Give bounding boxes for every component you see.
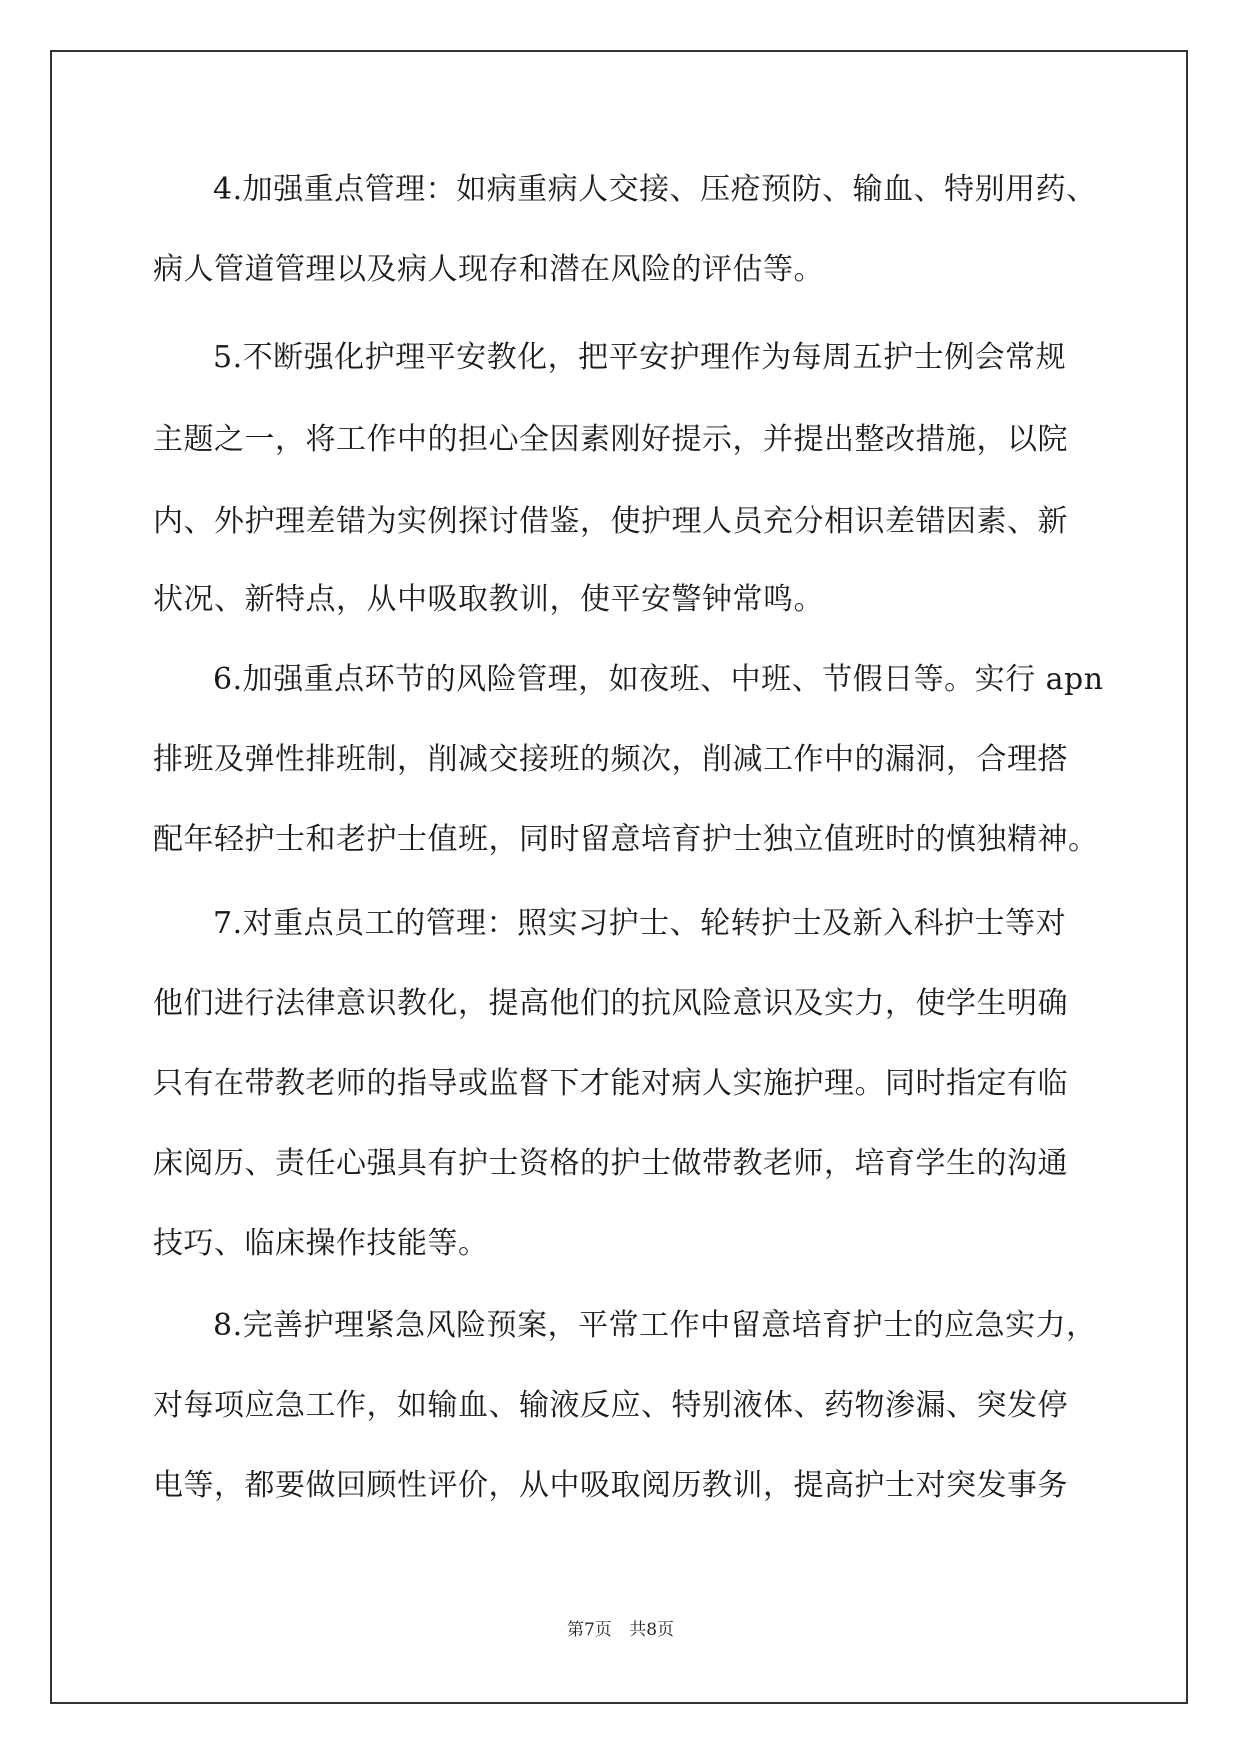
paragraph-5-line-1: 5.不断强化护理平安教化，把平安护理作为每周五护士例会常规 <box>213 340 1067 375</box>
paragraph-7-line-1: 7.对重点员工的管理：照实习护士、轮转护士及新入科护士等对 <box>213 906 1067 941</box>
paragraph-6-line-1: 6.加强重点环节的风险管理，如夜班、中班、节假日等。实行 apn <box>213 662 1104 697</box>
page-number-total: 共8页 <box>629 1620 675 1640</box>
paragraph-8-line-2: 对每项应急工作，如输血、输液反应、特别液体、药物渗漏、突发停 <box>153 1388 1068 1423</box>
paragraph-7-line-2: 他们进行法律意识教化，提高他们的抗风险意识及实力，使学生明确 <box>153 986 1068 1021</box>
paragraph-5-line-3: 内、外护理差错为实例探讨借鉴，使护理人员充分相识差错因素、新 <box>153 504 1068 539</box>
paragraph-4-line-1: 4.加强重点管理：如病重病人交接、压疮预防、输血、特别用药、 <box>213 172 1097 207</box>
paragraph-7-line-5: 技巧、临床操作技能等。 <box>153 1226 489 1261</box>
paragraph-7-line-3: 只有在带教老师的指导或监督下才能对病人实施护理。同时指定有临 <box>153 1066 1068 1101</box>
paragraph-6-line-3: 配年轻护士和老护士值班，同时留意培育护士独立值班时的慎独精神。 <box>153 822 1099 857</box>
page-footer <box>0 1618 1241 1642</box>
paragraph-8-line-1: 8.完善护理紧急风险预案，平常工作中留意培育护士的应急实力， <box>213 1308 1097 1343</box>
paragraph-6-line-2: 排班及弹性排班制，削减交接班的频次，削减工作中的漏洞，合理搭 <box>153 742 1068 777</box>
paragraph-4-line-2: 病人管道管理以及病人现存和潜在风险的评估等。 <box>153 252 824 287</box>
paragraph-8-line-3: 电等，都要做回顾性评价，从中吸取阅历教训，提高护士对突发事务 <box>153 1468 1068 1503</box>
paragraph-5-line-2: 主题之一，将工作中的担心全因素刚好提示，并提出整改措施，以院 <box>153 422 1068 457</box>
paragraph-7-line-4: 床阅历、责任心强具有护士资格的护士做带教老师，培育学生的沟通 <box>153 1146 1068 1181</box>
page-number-current: 第7页 <box>566 1620 612 1640</box>
page-border <box>50 50 1188 1704</box>
paragraph-5-line-4: 状况、新特点，从中吸取教训，使平安警钟常鸣。 <box>153 582 824 617</box>
